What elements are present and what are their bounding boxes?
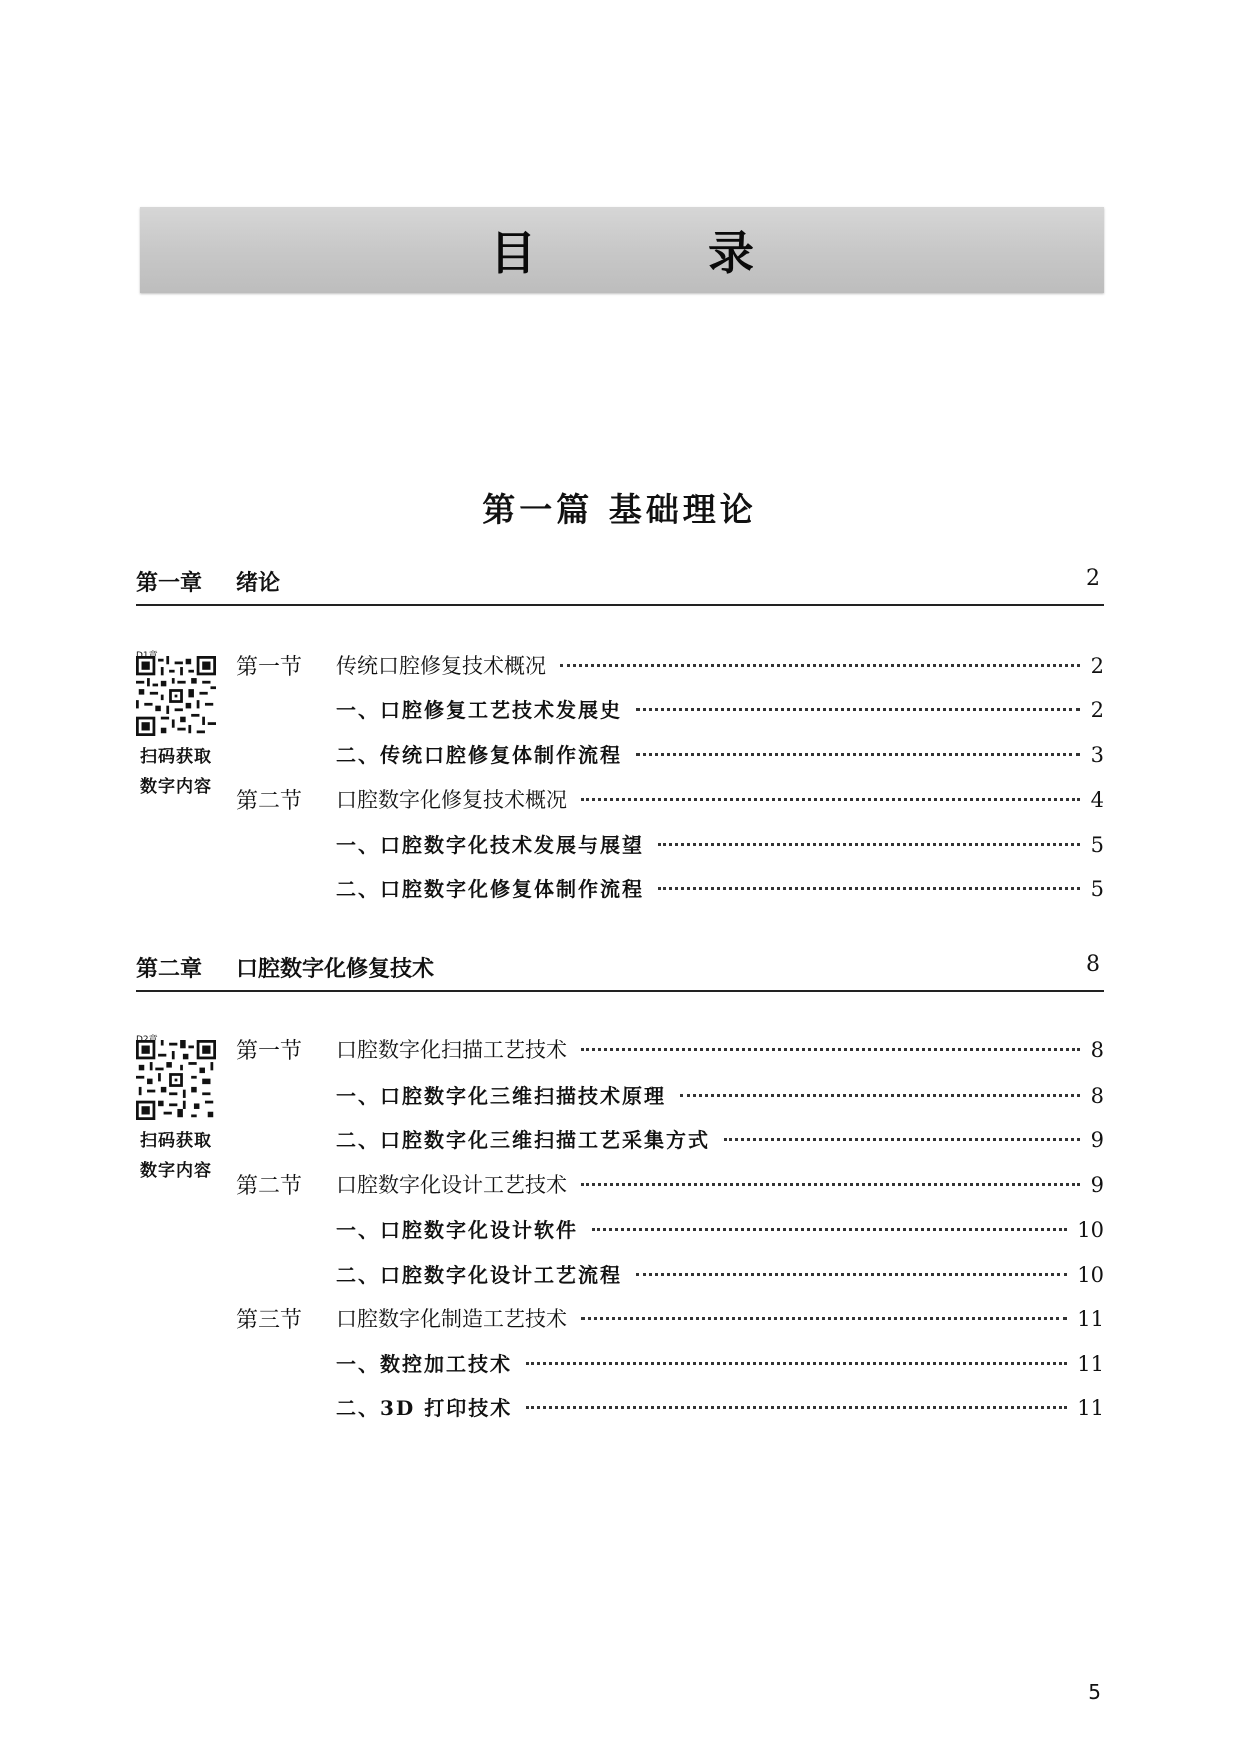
entry-title: 口腔数字化设计工艺技术 xyxy=(336,1173,567,1197)
toc-entry-section[interactable] xyxy=(336,650,1104,680)
toc-title-banner xyxy=(140,207,1104,293)
leader-dots xyxy=(724,1138,1080,1141)
entry-title: 二、口腔数字化修复体制作流程 xyxy=(336,877,644,901)
toc-entry-item[interactable] xyxy=(336,1392,1104,1421)
entry-page: 5 xyxy=(1090,877,1104,901)
leader-dots xyxy=(581,798,1080,801)
page-number: 5 xyxy=(1088,1680,1101,1704)
chapter-page: 2 xyxy=(1086,566,1100,591)
toc-entry-item[interactable] xyxy=(336,1080,1104,1109)
entry-title: 二、3D 打印技术 xyxy=(336,1396,513,1420)
leader-dots xyxy=(680,1094,1080,1097)
entry-title: 二、口腔数字化三维扫描工艺采集方式 xyxy=(336,1128,710,1152)
section-number: 第二节 xyxy=(236,1174,303,1199)
entry-title: 口腔数字化修复技术概况 xyxy=(336,788,567,812)
leader-dots xyxy=(526,1406,1067,1409)
toc-entry-section[interactable] xyxy=(336,1303,1104,1333)
entry-page: 11 xyxy=(1077,1352,1104,1376)
qr-caption-line2: 数字内容 xyxy=(140,777,212,797)
leader-dots xyxy=(560,664,1080,667)
entry-page: 8 xyxy=(1090,1038,1104,1062)
entry-page: 9 xyxy=(1090,1128,1104,1152)
entry-title: 一、口腔数字化设计软件 xyxy=(336,1218,578,1242)
leader-dots xyxy=(658,843,1080,846)
section-number: 第一节 xyxy=(236,1039,303,1064)
entry-title: 一、口腔数字化技术发展与展望 xyxy=(336,833,644,857)
leader-dots xyxy=(526,1362,1067,1365)
qr-caption xyxy=(126,742,226,802)
section-number: 第二节 xyxy=(236,789,303,814)
leader-dots xyxy=(581,1183,1080,1186)
section-number: 第三节 xyxy=(236,1308,303,1333)
leader-dots xyxy=(592,1228,1067,1231)
qr-caption-line2: 数字内容 xyxy=(140,1161,212,1181)
toc-entry-section[interactable] xyxy=(336,1169,1104,1199)
leader-dots xyxy=(581,1048,1080,1051)
qr-code-icon[interactable] xyxy=(136,656,216,736)
chapter-1-heading[interactable] xyxy=(136,560,1104,606)
chapter-number: 第二章 xyxy=(136,957,203,982)
entry-title: 传统口腔修复技术概况 xyxy=(336,654,546,678)
leader-dots xyxy=(581,1317,1067,1320)
leader-dots xyxy=(636,1273,1067,1276)
entry-title: 口腔数字化扫描工艺技术 xyxy=(336,1038,567,1062)
toc-entry-item[interactable] xyxy=(336,1124,1104,1153)
leader-dots xyxy=(636,753,1080,756)
entry-title: 一、口腔修复工艺技术发展史 xyxy=(336,698,622,722)
toc-entry-item[interactable] xyxy=(336,1259,1104,1288)
toc-entry-item[interactable] xyxy=(336,1348,1104,1377)
toc-entry-section[interactable] xyxy=(336,784,1104,814)
leader-dots xyxy=(658,887,1080,890)
entry-title: 二、口腔数字化设计工艺流程 xyxy=(336,1263,622,1287)
entry-page: 4 xyxy=(1090,788,1104,812)
qr-caption-line1: 扫码获取 xyxy=(140,747,212,767)
entry-page: 5 xyxy=(1090,833,1104,857)
toc-title: 目 录 xyxy=(489,226,832,280)
toc-entry-item[interactable] xyxy=(336,829,1104,858)
entry-page: 2 xyxy=(1090,654,1104,678)
chapter-number: 第一章 xyxy=(136,571,203,596)
qr-code-icon[interactable] xyxy=(136,1040,216,1120)
entry-page: 11 xyxy=(1077,1307,1104,1331)
chapter-2-heading[interactable] xyxy=(136,946,1104,992)
entry-title: 口腔数字化制造工艺技术 xyxy=(336,1307,567,1331)
toc-entry-item[interactable] xyxy=(336,873,1104,902)
toc-entry-item[interactable] xyxy=(336,739,1104,768)
entry-page: 9 xyxy=(1090,1173,1104,1197)
entry-page: 8 xyxy=(1090,1084,1104,1108)
part-title: 第一篇 基础理论 xyxy=(482,490,757,529)
chapter-name: 口腔数字化修复技术 xyxy=(236,957,435,982)
qr-caption-line1: 扫码获取 xyxy=(140,1131,212,1151)
entry-page: 3 xyxy=(1090,743,1104,767)
toc-entry-section[interactable] xyxy=(336,1034,1104,1064)
chapter-name: 绪论 xyxy=(236,571,281,596)
entry-page: 10 xyxy=(1077,1263,1104,1287)
chapter-page: 8 xyxy=(1086,952,1100,977)
toc-entry-item[interactable] xyxy=(336,694,1104,723)
entry-page: 10 xyxy=(1077,1218,1104,1242)
entry-page: 11 xyxy=(1077,1396,1104,1420)
leader-dots xyxy=(636,708,1080,711)
section-number: 第一节 xyxy=(236,655,303,680)
entry-title: 一、口腔数字化三维扫描技术原理 xyxy=(336,1084,666,1108)
qr-caption xyxy=(126,1126,226,1186)
entry-title: 二、传统口腔修复体制作流程 xyxy=(336,743,622,767)
toc-entry-item[interactable] xyxy=(336,1214,1104,1243)
entry-title: 一、数控加工技术 xyxy=(336,1352,512,1376)
entry-page: 2 xyxy=(1090,698,1104,722)
